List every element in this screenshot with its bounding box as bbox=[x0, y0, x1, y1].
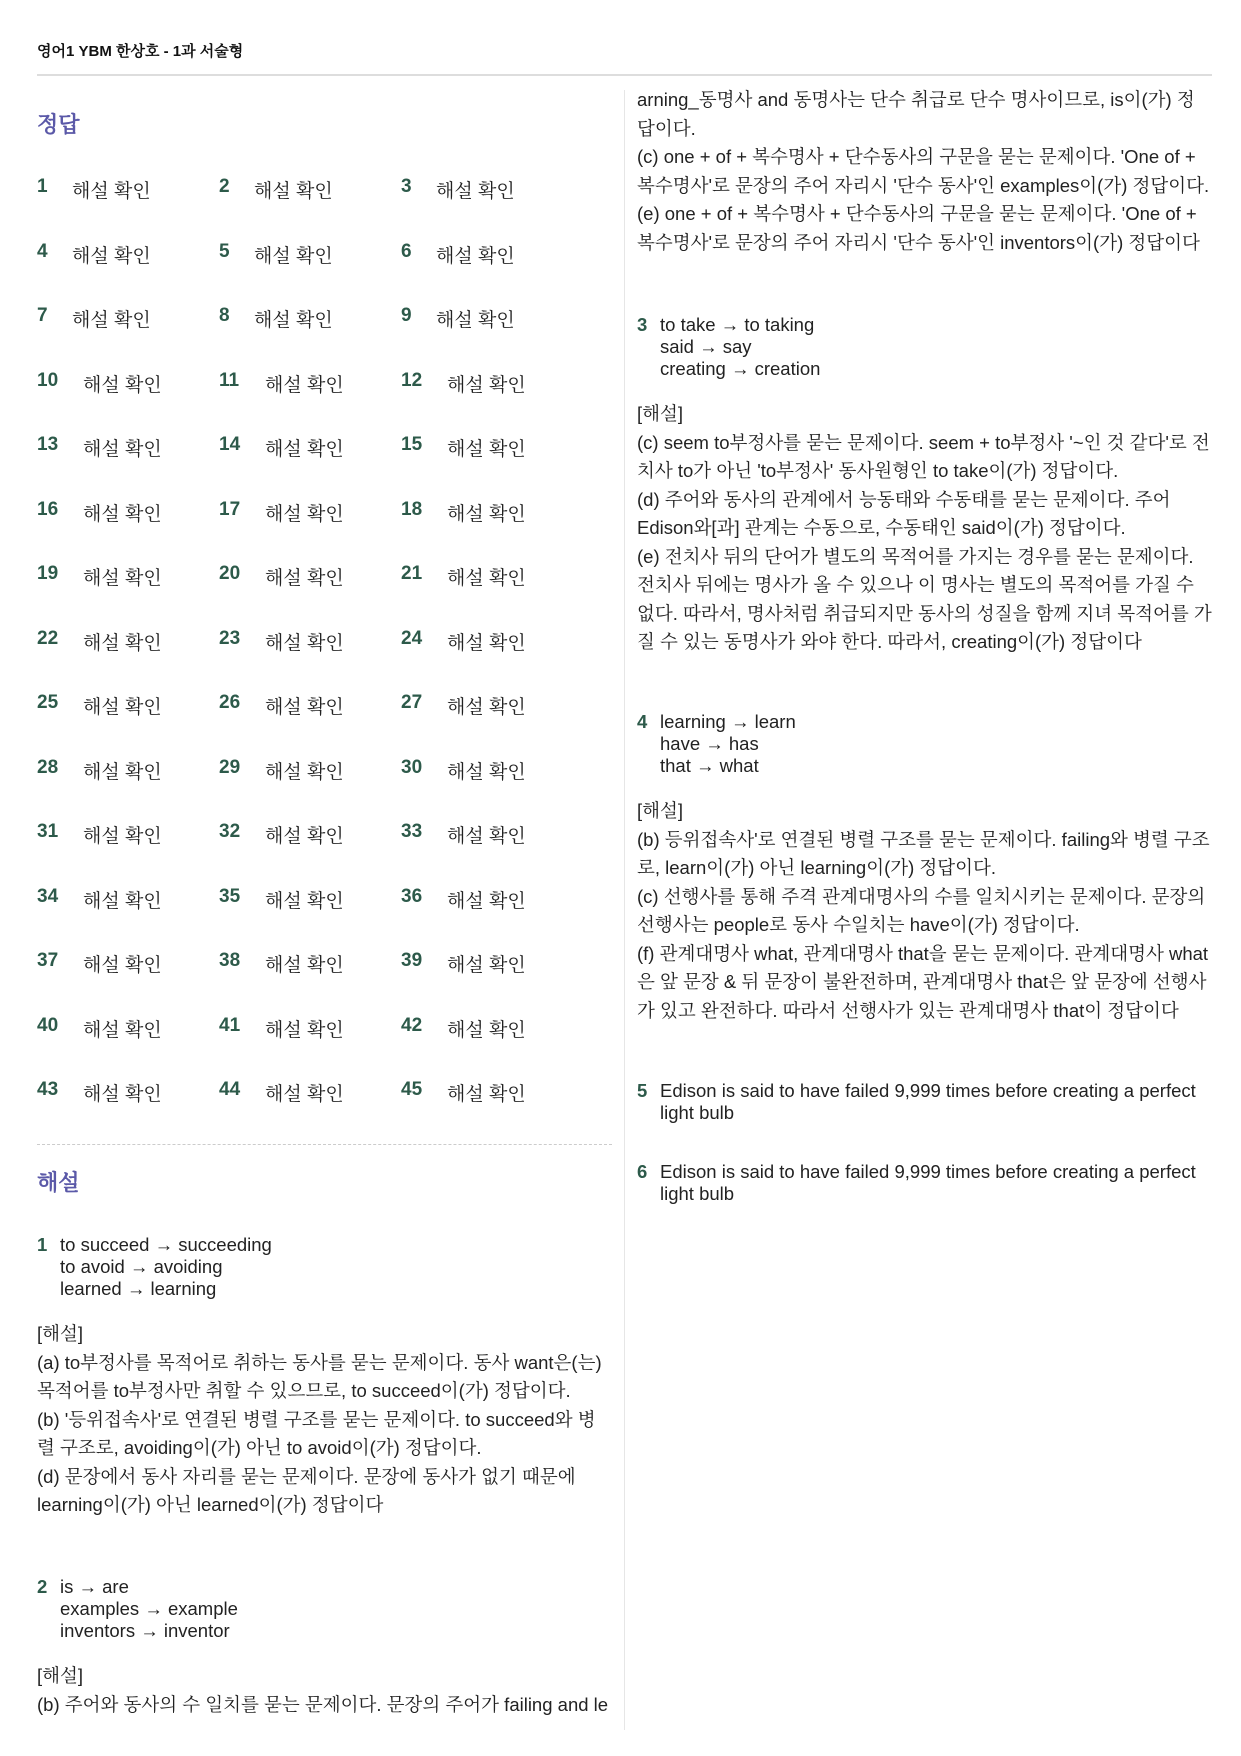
answer-link[interactable]: 해설 확인 bbox=[447, 439, 526, 460]
answer-cell bbox=[219, 499, 401, 564]
answer-row bbox=[37, 950, 597, 1015]
answer-row bbox=[37, 821, 597, 886]
answer-cell bbox=[401, 692, 583, 757]
answer-cell bbox=[401, 499, 583, 564]
answer-link[interactable]: 해설 확인 bbox=[83, 503, 162, 525]
item-number: 4 bbox=[637, 711, 648, 732]
answer-row bbox=[37, 499, 597, 564]
answer-cell bbox=[37, 1079, 219, 1144]
answer-link[interactable]: 해설 확인 bbox=[265, 503, 344, 525]
answer-cell bbox=[401, 950, 583, 1015]
answer-row bbox=[37, 176, 597, 241]
answer-link[interactable]: 해설 확인 bbox=[436, 310, 515, 331]
answer-cell bbox=[219, 821, 401, 886]
answer-link[interactable]: 해설 확인 bbox=[83, 890, 162, 912]
explanation-text bbox=[37, 1320, 612, 1520]
section-divider bbox=[37, 1144, 612, 1145]
answer-number: 16 bbox=[37, 498, 59, 520]
answer-line: inventors → inventor bbox=[60, 1620, 230, 1641]
answer-link[interactable]: 해설 확인 bbox=[447, 503, 526, 525]
explanation-line: (c) 선행사를 통해 주격 관계대명사의 수를 일치시키는 문제이다. 문장의 선행사는 people로 동사 수일치는 have이(가) 정답이다. bbox=[637, 885, 1206, 935]
answer-number: 7 bbox=[37, 305, 48, 326]
answer-number: 8 bbox=[219, 305, 230, 326]
answer-number: 38 bbox=[219, 950, 241, 971]
answer-link[interactable]: 해설 확인 bbox=[254, 245, 333, 267]
answer-cell bbox=[219, 950, 401, 1015]
answer-number: 30 bbox=[401, 756, 423, 778]
answer-link[interactable]: 해설 확인 bbox=[83, 1019, 162, 1041]
item-answers bbox=[660, 314, 820, 380]
answer-number: 11 bbox=[219, 369, 240, 391]
answer-row bbox=[37, 241, 597, 306]
answer-link[interactable]: 해설 확인 bbox=[447, 374, 526, 396]
explanation-6 bbox=[637, 1161, 1212, 1205]
answer-line: Edison is said to have failed 9,999 times before creating a perfect light bulb bbox=[660, 1080, 1196, 1123]
explanation-text bbox=[637, 797, 1212, 1025]
answer-number: 37 bbox=[37, 950, 59, 971]
answer-number: 35 bbox=[219, 885, 241, 907]
explanation-line: (e) one + of + 복수명사 + 단수동사의 구문을 묻는 문제이다. 'One of + 복수명사'로 문장의 주어 자리시 '단수 동사'인 inventors이(가) 정답이다 bbox=[637, 203, 1200, 253]
answer-cell bbox=[37, 821, 219, 886]
answer-row bbox=[37, 434, 597, 499]
answer-number: 19 bbox=[37, 563, 59, 584]
explanations-heading: 해설 bbox=[37, 1170, 80, 1195]
answer-cell bbox=[401, 628, 583, 693]
explanation-tag: [해설] bbox=[37, 1323, 84, 1344]
answer-cell bbox=[37, 499, 219, 564]
answer-link[interactable]: 해설 확인 bbox=[83, 439, 162, 460]
answer-cell bbox=[401, 1015, 583, 1080]
answer-row bbox=[37, 370, 597, 435]
answer-cell bbox=[37, 886, 219, 951]
answer-number: 15 bbox=[401, 434, 423, 455]
item-number: 3 bbox=[637, 314, 648, 335]
answer-number: 31 bbox=[37, 821, 59, 842]
answer-number: 12 bbox=[401, 369, 423, 391]
answer-number: 10 bbox=[37, 369, 59, 391]
item-answers bbox=[60, 1234, 272, 1300]
answer-line: that → what bbox=[660, 755, 759, 776]
explanation-4 bbox=[637, 711, 1212, 1025]
explanation-line: (d) 문장에서 동사 자리를 묻는 문제이다. 문장에 동사가 없기 때문에 learning이(가) 아닌 learned이(가) 정답이다 bbox=[37, 1465, 576, 1515]
answer-number: 3 bbox=[401, 176, 412, 197]
answer-item bbox=[37, 1234, 612, 1300]
explanation-line: (c) one + of + 복수명사 + 단수동사의 구문을 묻는 문제이다. 'One of + 복수명사'로 문장의 주어 자리시 '단수 동사'인 examples이(가) 정답이다. bbox=[637, 146, 1210, 196]
explanation-line: (d) 주어와 동사의 관계에서 능동태와 수동태를 묻는 문제이다. 주어 Edison와[과] 관계는 수동으로, 수동태인 said이(가) 정답이다. bbox=[637, 488, 1171, 538]
header-divider bbox=[37, 74, 1212, 76]
answer-link[interactable]: 해설 확인 bbox=[83, 955, 162, 976]
answer-cell bbox=[37, 950, 219, 1015]
answer-number: 24 bbox=[401, 627, 423, 649]
answer-link[interactable]: 해설 확인 bbox=[83, 568, 162, 589]
explanation-line: (b) '등위접속사'로 연결된 병렬 구조를 묻는 문제이다. to succeed와 병렬 구조로, avoiding이(가) 아닌 to avoid이(가) 정답이다. bbox=[37, 1408, 596, 1458]
answer-line: have → has bbox=[660, 733, 759, 754]
answer-link[interactable]: 해설 확인 bbox=[447, 761, 526, 783]
answer-number: 17 bbox=[219, 498, 241, 520]
answer-number: 40 bbox=[37, 1014, 59, 1036]
answer-link[interactable]: 해설 확인 bbox=[254, 310, 333, 331]
answer-cell bbox=[219, 176, 401, 241]
answer-number: 14 bbox=[219, 434, 241, 455]
answer-number: 41 bbox=[219, 1014, 241, 1036]
answer-link[interactable]: 해설 확인 bbox=[265, 632, 344, 654]
answer-line: is → are bbox=[60, 1576, 129, 1597]
answer-link[interactable]: 해설 확인 bbox=[265, 1019, 344, 1041]
answer-line: examples → example bbox=[60, 1598, 238, 1619]
explanation-line: (a) to부정사를 목적어로 취하는 동사를 묻는 문제이다. 동사 want은(는) 목적어를 to부정사만 취할 수 있으므로, to succeed이(가) 정답이다. bbox=[37, 1351, 602, 1401]
answer-number: 9 bbox=[401, 305, 412, 326]
answer-cell bbox=[401, 1079, 583, 1144]
answer-number: 32 bbox=[219, 821, 241, 842]
answer-link[interactable]: 해설 확인 bbox=[72, 245, 151, 267]
answer-number: 26 bbox=[219, 692, 241, 713]
answer-row bbox=[37, 1015, 597, 1080]
answer-cell bbox=[37, 1015, 219, 1080]
answer-item bbox=[37, 1576, 612, 1642]
answer-row bbox=[37, 305, 597, 370]
explanation-2-continued bbox=[637, 86, 1212, 257]
answer-link[interactable]: 해설 확인 bbox=[265, 761, 344, 783]
answer-number: 2 bbox=[219, 176, 230, 197]
answer-number: 44 bbox=[219, 1079, 241, 1100]
answer-link[interactable]: 해설 확인 bbox=[83, 826, 162, 847]
answer-line: Edison is said to have failed 9,999 times before creating a perfect light bulb bbox=[660, 1161, 1196, 1204]
answer-link[interactable]: 해설 확인 bbox=[265, 568, 344, 589]
answer-cell bbox=[401, 821, 583, 886]
answer-cell bbox=[219, 241, 401, 306]
answer-number: 20 bbox=[219, 563, 241, 584]
item-number: 6 bbox=[637, 1161, 648, 1182]
answer-item bbox=[637, 314, 1212, 380]
answer-link[interactable]: 해설 확인 bbox=[72, 181, 151, 202]
answer-number: 1 bbox=[37, 176, 48, 197]
answer-link[interactable]: 해설 확인 bbox=[83, 697, 162, 718]
answer-number: 5 bbox=[219, 240, 230, 262]
answer-line: learning → learn bbox=[660, 711, 796, 732]
answer-link[interactable]: 해설 확인 bbox=[83, 761, 162, 783]
answer-cell bbox=[219, 628, 401, 693]
answer-number: 39 bbox=[401, 950, 423, 971]
answer-cell bbox=[37, 563, 219, 628]
answer-link[interactable]: 해설 확인 bbox=[447, 568, 526, 589]
answer-link[interactable]: 해설 확인 bbox=[254, 181, 333, 202]
explanation-line: (b) 주어와 동사의 수 일치를 묻는 문제이다. 문장의 주어가 failing and le bbox=[37, 1693, 609, 1715]
answer-link[interactable]: 해설 확인 bbox=[436, 245, 515, 267]
item-number: 5 bbox=[637, 1080, 648, 1101]
answer-number: 43 bbox=[37, 1079, 59, 1100]
answer-number: 29 bbox=[219, 756, 241, 778]
explanation-line: (c) seem to부정사를 묻는 문제이다. seem + to부정사 '~인 것 같다'로 전치사 to가 아닌 'to부정사' 동사원형인 to take이(가) 정답이다. bbox=[637, 431, 1210, 481]
answer-number: 33 bbox=[401, 821, 423, 842]
column-divider bbox=[624, 90, 625, 1730]
answer-cell bbox=[37, 305, 219, 370]
answer-line: learned → learning bbox=[60, 1278, 217, 1299]
answer-cell bbox=[401, 563, 583, 628]
answer-number: 42 bbox=[401, 1014, 423, 1036]
answer-cell bbox=[401, 305, 583, 370]
answer-number: 22 bbox=[37, 627, 59, 649]
answer-number: 18 bbox=[401, 498, 423, 520]
answer-cell bbox=[37, 176, 219, 241]
answer-link[interactable]: 해설 확인 bbox=[72, 310, 151, 331]
answer-cell bbox=[401, 176, 583, 241]
answer-number: 21 bbox=[401, 563, 423, 584]
item-number: 1 bbox=[37, 1234, 48, 1255]
answer-link[interactable]: 해설 확인 bbox=[265, 826, 344, 847]
answer-number: 27 bbox=[401, 692, 423, 713]
answer-number: 25 bbox=[37, 692, 59, 713]
answer-number: 4 bbox=[37, 240, 48, 262]
answer-number: 28 bbox=[37, 756, 59, 778]
answer-link[interactable]: 해설 확인 bbox=[83, 374, 162, 396]
answer-link[interactable]: 해설 확인 bbox=[447, 1084, 526, 1105]
answer-cell bbox=[219, 305, 401, 370]
answer-cell bbox=[219, 370, 401, 435]
answer-link[interactable]: 해설 확인 bbox=[265, 374, 344, 396]
answer-number: 36 bbox=[401, 885, 423, 907]
explanation-line: (b) 등위접속사'로 연결된 병렬 구조를 묻는 문제이다. failing와 병렬 구조로, learn이(가) 아닌 learning이(가) 정답이다. bbox=[637, 828, 1210, 878]
answer-link[interactable]: 해설 확인 bbox=[83, 632, 162, 654]
answer-number: 23 bbox=[219, 627, 241, 649]
explanation-line: (f) 관계대명사 what, 관계대명사 that을 묻는 문제이다. 관계대명사 what은 앞 문장 & 뒤 문장이 불완전하며, 관계대명사 that은 앞 문장에 선행사가 있고 완전하다. 따라서 선행사가 있는 관계대명사 that이 정답이다 bbox=[637, 942, 1209, 1021]
answer-cell bbox=[401, 241, 583, 306]
answer-cell bbox=[401, 370, 583, 435]
answer-cell bbox=[37, 692, 219, 757]
answer-cell bbox=[219, 434, 401, 499]
answer-item bbox=[637, 1080, 1212, 1124]
answer-number: 45 bbox=[401, 1079, 423, 1100]
answer-cell bbox=[219, 757, 401, 822]
answer-cell bbox=[37, 370, 219, 435]
answer-link[interactable]: 해설 확인 bbox=[265, 439, 344, 460]
answer-link[interactable]: 해설 확인 bbox=[265, 890, 344, 912]
answer-link[interactable]: 해설 확인 bbox=[436, 181, 515, 202]
answer-link[interactable]: 해설 확인 bbox=[447, 890, 526, 912]
explanation-text bbox=[37, 1662, 612, 1719]
answer-number: 34 bbox=[37, 885, 59, 907]
answer-row bbox=[37, 886, 597, 951]
answer-cell bbox=[401, 434, 583, 499]
answer-link[interactable]: 해설 확인 bbox=[447, 955, 526, 976]
answer-link[interactable]: 해설 확인 bbox=[265, 955, 344, 976]
answer-item bbox=[637, 1161, 1212, 1205]
explanation-tag: [해설] bbox=[637, 403, 684, 424]
answer-row bbox=[37, 563, 597, 628]
answer-cell bbox=[219, 1079, 401, 1144]
answer-cell bbox=[37, 241, 219, 306]
item-answers bbox=[60, 1576, 238, 1642]
answer-cell bbox=[401, 886, 583, 951]
answers-heading: 정답 bbox=[37, 112, 80, 137]
answer-cell bbox=[37, 628, 219, 693]
answer-cell bbox=[401, 757, 583, 822]
answer-row bbox=[37, 692, 597, 757]
answer-row bbox=[37, 757, 597, 822]
answer-link[interactable]: 해설 확인 bbox=[447, 826, 526, 847]
answer-grid bbox=[37, 176, 597, 1144]
answer-link[interactable]: 해설 확인 bbox=[447, 632, 526, 654]
answer-line: said → say bbox=[660, 336, 752, 357]
answer-link[interactable]: 해설 확인 bbox=[447, 1019, 526, 1041]
explanation-line: arning_동명사 and 동명사는 단수 취급로 단수 명사이므로, is이(가) 정답이다. bbox=[637, 89, 1195, 139]
answer-cell bbox=[219, 886, 401, 951]
answer-cell bbox=[219, 1015, 401, 1080]
answer-cell bbox=[219, 563, 401, 628]
document-title: 영어1 YBM 한상호 - 1과 서술형 bbox=[37, 43, 244, 60]
answer-item bbox=[637, 711, 1212, 777]
item-answers bbox=[660, 1161, 1212, 1205]
answer-link[interactable]: 해설 확인 bbox=[447, 697, 526, 718]
answer-cell bbox=[37, 434, 219, 499]
answer-line: to succeed → succeeding bbox=[60, 1234, 272, 1255]
explanation-tag: [해설] bbox=[37, 1665, 84, 1686]
explanation-3 bbox=[637, 314, 1212, 657]
explanation-line: (e) 전치사 뒤의 단어가 별도의 목적어를 가지는 경우를 묻는 문제이다. 전치사 뒤에는 명사가 올 수 있으나 이 명사는 별도의 목적어를 가질 수 없다. 따라서, 명사처럼 취급되지만 동사의 성질을 함께 지녀 목적어를 가질 수 있는 동명사가 와야 한다. 따라서, creating이(가) 정답이다 bbox=[637, 545, 1212, 652]
answer-link[interactable]: 해설 확인 bbox=[265, 697, 344, 718]
item-answers bbox=[660, 711, 796, 777]
answer-row bbox=[37, 1079, 597, 1144]
explanation-tag: [해설] bbox=[637, 800, 684, 821]
answer-line: creating → creation bbox=[660, 358, 821, 379]
answer-number: 13 bbox=[37, 434, 59, 455]
answer-cell bbox=[37, 757, 219, 822]
answer-line: to avoid → avoiding bbox=[60, 1256, 223, 1277]
item-answers bbox=[660, 1080, 1212, 1124]
item-number: 2 bbox=[37, 1576, 48, 1597]
answer-line: to take → to taking bbox=[660, 314, 815, 335]
explanation-text bbox=[637, 400, 1212, 657]
explanation-2 bbox=[37, 1576, 612, 1719]
answer-cell bbox=[219, 692, 401, 757]
answer-link[interactable]: 해설 확인 bbox=[265, 1084, 344, 1105]
answer-link[interactable]: 해설 확인 bbox=[83, 1084, 162, 1105]
answer-row bbox=[37, 628, 597, 693]
answer-number: 6 bbox=[401, 240, 412, 262]
explanation-5 bbox=[637, 1080, 1212, 1124]
explanation-1 bbox=[37, 1234, 612, 1520]
